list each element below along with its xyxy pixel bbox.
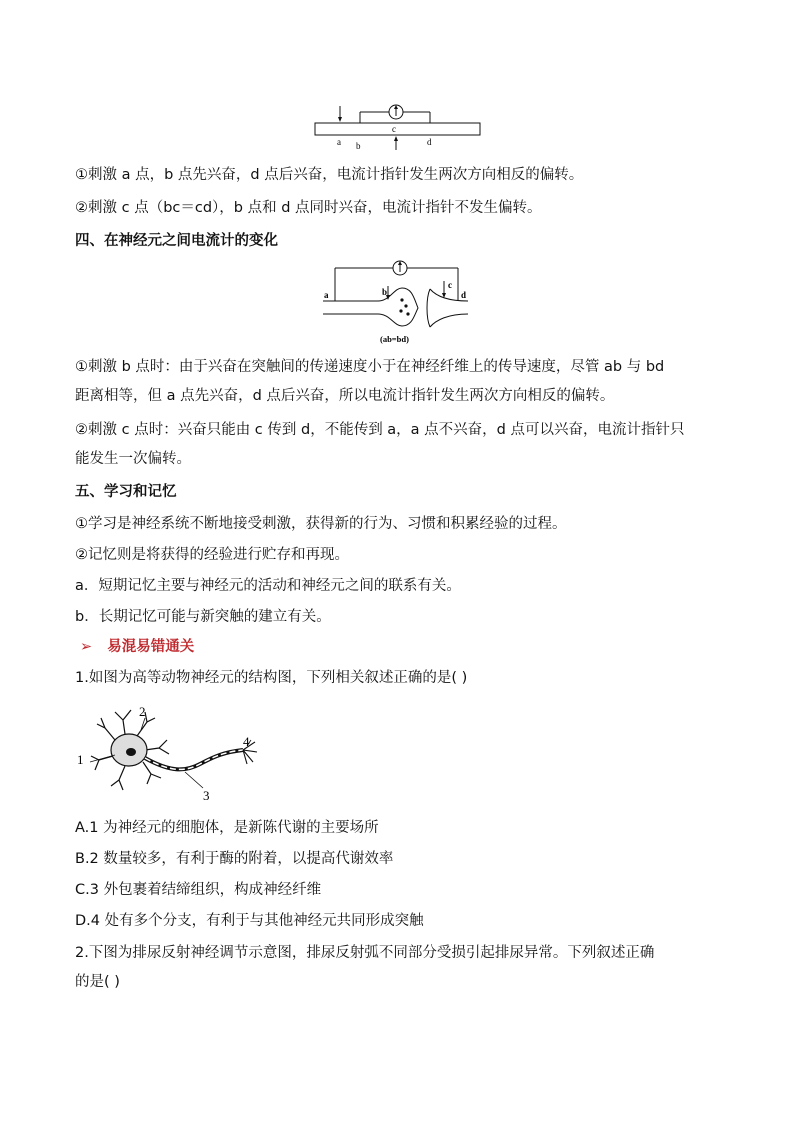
text-line: 能发生一次偏转。	[75, 451, 191, 467]
option-b: B.2 数量较多，有利于酶的附着，以提高代谢效率	[75, 851, 394, 867]
text-line: ②刺激 c 点（bc＝cd），b 点和 d 点同时兴奋，电流计指针不发生偏转。	[75, 200, 542, 216]
axon	[145, 750, 243, 769]
fig1-label-a: a	[337, 137, 341, 147]
arrow-bullet-icon: ➢	[80, 639, 93, 655]
question-2-cont: 的是( )	[75, 974, 120, 990]
fiber-galvanometer-diagram	[305, 98, 485, 153]
fig2-label-c: c	[448, 280, 452, 290]
section-heading: 五、学习和记忆	[75, 484, 177, 500]
text-line: ①刺激 b 点时：由于兴奋在突触间的传递速度小于在神经纤维上的传导速度，尽管 ab 与 bd	[75, 359, 665, 375]
text-line: b．长期记忆可能与新突触的建立有关。	[75, 609, 331, 625]
neuron-label-1: 1	[77, 752, 84, 767]
option-a: A.1 为神经元的细胞体，是新陈代谢的主要场所	[75, 820, 379, 836]
fig1-label-c: c	[392, 124, 396, 134]
neuron-label-3: 3	[203, 788, 210, 803]
tip-heading	[80, 637, 194, 657]
neuron-label-2: 2	[139, 704, 146, 719]
tip-title: 易混易错通关	[107, 639, 195, 655]
nucleus	[126, 748, 136, 756]
fig2-caption: (ab=bd)	[380, 334, 409, 344]
fig2-label-a: a	[324, 290, 329, 300]
fig2-label-d: d	[461, 290, 467, 300]
option-c: C.3 外包裹着结缔组织，构成神经纤维	[75, 882, 322, 898]
text-line: a．短期记忆主要与神经元的活动和神经元之间的联系有关。	[75, 578, 461, 594]
text-line: ②刺激 c 点时：兴奋只能由 c 传到 d，不能传到 a，a 点不兴奋，d 点可以兴奋，电流计指针只	[75, 422, 685, 438]
neuron-diagram	[75, 700, 270, 810]
question-1: 1.如图为高等动物神经元的结构图，下列相关叙述正确的是( )	[75, 670, 468, 686]
fig1-label-b: b	[356, 141, 361, 151]
neuron-label-4: 4	[243, 734, 250, 749]
fig1-label-d: d	[427, 137, 432, 147]
text-line: ②记忆则是将获得的经验进行贮存和再现。	[75, 547, 349, 563]
section-heading: 四、在神经元之间电流计的变化	[75, 233, 278, 249]
text-line: 距离相等，但 a 点先兴奋，d 点后兴奋，所以电流计指针发生两次方向相反的偏转。	[75, 388, 615, 404]
text-line: ①刺激 a 点，b 点先兴奋，d 点后兴奋，电流计指针发生两次方向相反的偏转。	[75, 167, 584, 183]
option-d: D.4 处有多个分支，有利于与其他神经元共同形成突触	[75, 913, 424, 929]
question-2: 2.下图为排尿反射神经调节示意图，排尿反射弧不同部分受损引起排尿异常。下列叙述正确	[75, 945, 655, 961]
synapse-galvanometer-diagram	[318, 256, 483, 348]
fig2-label-b: b	[382, 287, 388, 297]
text-line: ①学习是神经系统不断地接受刺激，获得新的行为、习惯和积累经验的过程。	[75, 516, 567, 532]
